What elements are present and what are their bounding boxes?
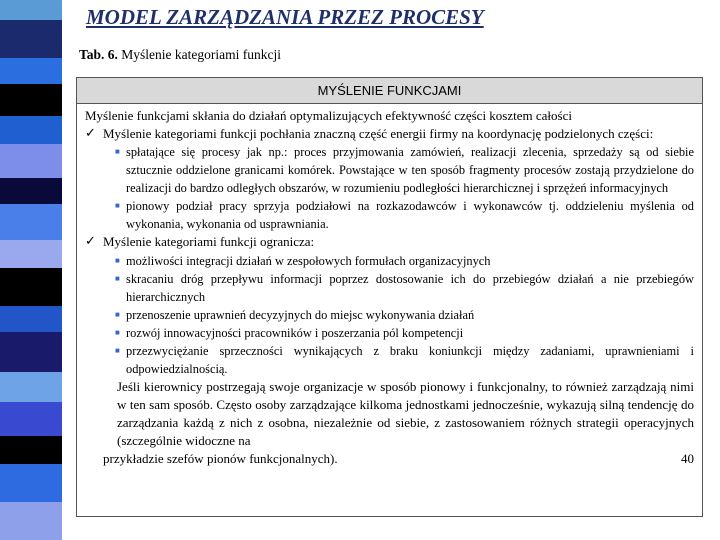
check-item-1-text: Myślenie kategoriami funkcji pochłania znaczną część energii firmy na koordynację podzielonych części: xyxy=(103,126,654,142)
sub-item-2-3 xyxy=(85,306,694,324)
slide-title: MODEL ZARZĄDZANIA PRZEZ PROCESY xyxy=(86,5,484,29)
sub-item-text: skracaniu dróg przepływu informacji poprzez dostosowanie ich do przebiegów działań a nie przebiegów hierarchicznych xyxy=(126,271,694,304)
table-body xyxy=(77,104,702,469)
sub-item-text: pionowy podział pracy sprzyja podziałowi na rozkazodawców i wykonawców tj. oddzieleniu myślenia od wykonania, wykonania od usprawniania. xyxy=(126,199,694,232)
sub-item-2-2 xyxy=(85,270,694,306)
closing-text: Jeśli kierownicy postrzegają swoje organizacje w sposób pionowy i funkcjonalny, to również zarządzają nimi w ten sam sposób. Często osoby zarządzające kilkoma jednostkami jednocześnie, wykazują silną tendencję do zarządzania każdą z nich z osobna, niezależnie od siebie, z zastosowaniem różnych strategii operacyjnych (szczególnie widoczne na xyxy=(117,378,694,449)
sub-item-text: rozwój innowacyjności pracowników i poszerzania pól kompetencji xyxy=(126,325,464,340)
square-bullet-icon: ■ xyxy=(115,273,120,283)
sub-item-1-1 xyxy=(85,143,694,197)
closing-last-text: przykładzie szefów pionów funkcjonalnych). xyxy=(103,451,338,467)
decorative-stripe xyxy=(0,0,62,540)
square-bullet-icon: ■ xyxy=(115,255,120,265)
table-caption xyxy=(79,47,281,63)
closing-paragraph xyxy=(85,378,694,469)
checkmark-icon: ✓ xyxy=(85,126,96,142)
sub-item-text: przezwyciężanie sprzeczności wynikających z braku koniunkcji między zadaniami, uprawnieniami i odpowiedzialnością. xyxy=(126,343,694,376)
square-bullet-icon: ■ xyxy=(115,327,120,337)
check-item-2-text: Myślenie kategoriami funkcji ogranicza: xyxy=(103,234,315,250)
page-number: 40 xyxy=(681,451,694,467)
sub-item-text: przenoszenie uprawnień decyzyjnych do miejsc wykonywania działań xyxy=(126,307,475,322)
square-bullet-icon: ■ xyxy=(115,309,120,319)
intro-text: Myślenie funkcjami skłania do działań optymalizujących efektywność części kosztem całości xyxy=(85,108,572,123)
square-bullet-icon: ■ xyxy=(115,201,120,211)
check-item-1 xyxy=(85,125,694,143)
sub-item-2-4 xyxy=(85,324,694,342)
caption-label: Tab. 6. xyxy=(79,47,118,62)
closing-last-line xyxy=(103,450,694,468)
square-bullet-icon: ■ xyxy=(115,147,120,157)
sub-item-1-2 xyxy=(85,197,694,233)
content-table xyxy=(76,77,703,517)
caption-text: Myślenie kategoriami funkcji xyxy=(117,47,281,62)
square-bullet-icon: ■ xyxy=(115,345,120,355)
checkmark-icon: ✓ xyxy=(85,234,96,250)
sub-item-text: możliwości integracji działań w zespołowych formułach organizacyjnych xyxy=(126,253,491,268)
sub-item-text: spłatające się procesy jak np.: proces przyjmowania zamówień, realizacji zlecenia, sprzedaży są od siebie sztucznie oddzielone granicami komórek. Powstające w ten sposób fragmenty procesów zostają przydzielone do realizacji do bardzo odległych obszarów, w rozumieniu podległości hierarchicznej i sprzężeń informacyjnych xyxy=(126,145,694,196)
check-item-2 xyxy=(85,233,694,251)
sub-item-2-5 xyxy=(85,342,694,378)
sub-item-2-1 xyxy=(85,252,694,270)
table-header: MYŚLENIE FUNKCJAMI xyxy=(77,78,702,104)
